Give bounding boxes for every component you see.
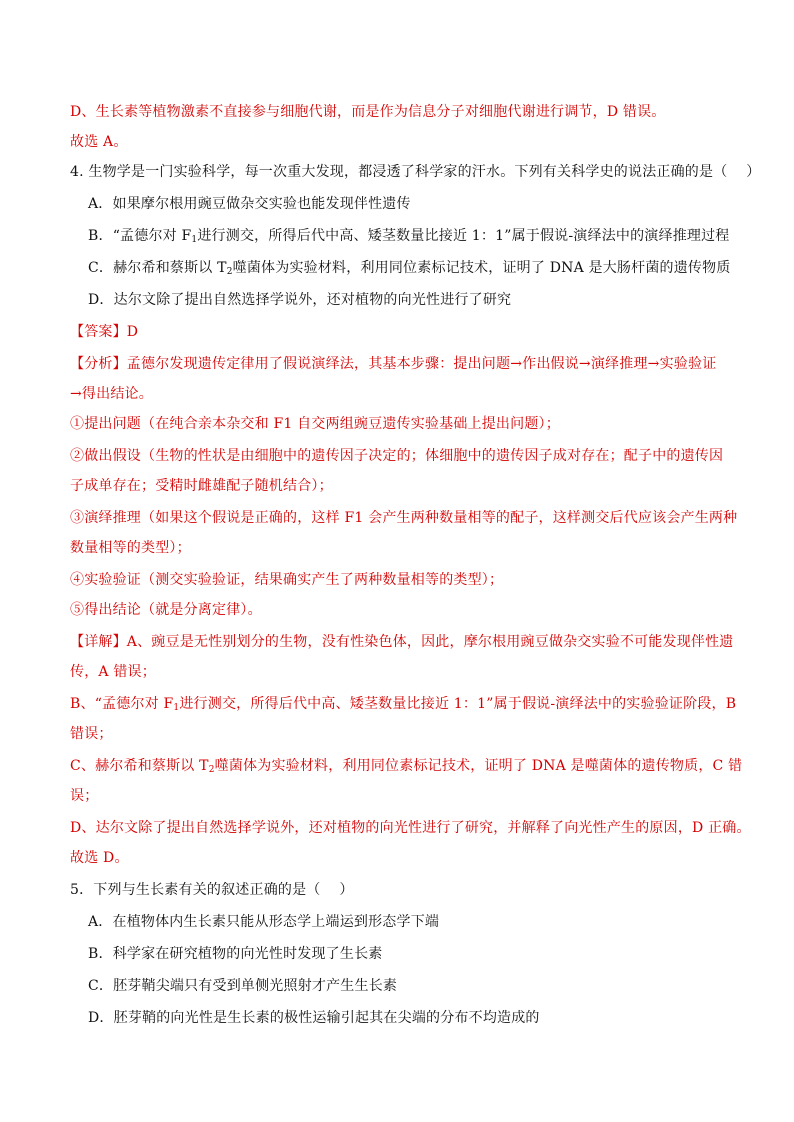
question-5-option-d: D．胚芽鞘的向光性是生长素的极性运输引起其在尖端的分布不均造成的: [88, 1010, 540, 1026]
detail-d: D、达尔文除了提出自然选择学说外，还对植物的向光性进行了研究，并解释了向光性产生的原因，D 正确。: [70, 820, 751, 836]
prev-option-d-explanation: D、生长素等植物激素不直接参与细胞代谢，而是作为信息分子对细胞代谢进行调节，D 错误。: [70, 104, 666, 120]
analysis-step-3-line-2: 数量相等的类型）；: [70, 540, 191, 556]
question-4-option-d: D．达尔文除了提出自然选择学说外，还对植物的向光性进行了研究: [88, 292, 512, 308]
analysis-step-2-line-1: ②做出假设（生物的性状是由细胞中的遗传因子决定的；体细胞中的遗传因子成对存在；配子中的遗传因: [70, 448, 724, 464]
analysis-step-5: ⑤得出结论（就是分离定律）。: [70, 602, 262, 618]
detail-b-line-2: 错误；: [70, 726, 113, 742]
detail-a-line-1: 【详解】A、豌豆是无性别划分的生物，没有性染色体，因此，摩尔根用豌豆做杂交实验不可能发现伴性遗: [70, 634, 734, 650]
question-4-option-c: C．赫尔希和蔡斯以 $T_2$噬菌体为实验材料，利用同位素标记技术，证明了 DNA 是大肠杆菌的遗传物质: [88, 260, 731, 277]
analysis-step-1: ①提出问题（在纯合亲本杂交和 F1 自交两组豌豆遗传实验基础上提出问题）；: [70, 416, 560, 432]
detail-c-line-1: C、赫尔希和蔡斯以 $T_2$噬菌体为实验材料，利用同位素标记技术，证明了 DNA 是噬菌体的遗传物质，C 错: [70, 758, 743, 775]
detail-b-line-1: B、“孟德尔对 $F_1$进行测交，所得后代中高、矮茎数量比接近 1：1”属于假说-演绎法中的实验验证阶段，B: [70, 696, 737, 713]
prev-choose-answer: 故选 A。: [70, 134, 128, 150]
analysis-line-1: 【分析】孟德尔发现遗传定律用了假说演绎法，其基本步骤：提出问题→作出假说→演绎推理→实验验证: [70, 356, 717, 372]
question-5-stem: 5．下列与生长素有关的叙述正确的是（ ）: [70, 882, 354, 898]
answer-label: 【答案】D: [70, 324, 139, 340]
question-4-option-a: A．如果摩尔根用豌豆做杂交实验也能发现伴性遗传: [88, 196, 411, 212]
analysis-step-3-line-1: ③演绎推理（如果这个假说是正确的，这样 F1 会产生两种数量相等的配子，这样测交后代应该会产生两种: [70, 510, 738, 526]
question-5-option-b: B．科学家在研究植物的向光性时发现了生长素: [88, 946, 383, 962]
analysis-step-4: ④实验验证（测交实验验证，结果确实产生了两种数量相等的类型）；: [70, 572, 504, 588]
question-5-option-c: C．胚芽鞘尖端只有受到单侧光照射才产生生长素: [88, 978, 398, 994]
detail-a-line-2: 传，A 错误；: [70, 664, 156, 680]
question-4-option-b: B．“孟德尔对 $F_1$进行测交，所得后代中高、矮茎数量比接近 1：1”属于假说-演绎法中的演绎推理过程: [88, 228, 730, 245]
choose-answer: 故选 D。: [70, 850, 129, 866]
detail-c-line-2: 误；: [70, 788, 99, 804]
analysis-step-2-line-2: 子成单存在；受精时雌雄配子随机结合）；: [70, 478, 333, 494]
question-5-option-a: A．在植物体内生长素只能从形态学上端运到形态学下端: [88, 914, 440, 930]
question-4-stem: 4. 生物学是一门实验科学，每一次重大发现，都浸透了科学家的汗水。下列有关科学史的说法正确的是（ ）: [70, 164, 761, 180]
analysis-line-2: →得出结论。: [70, 386, 153, 402]
